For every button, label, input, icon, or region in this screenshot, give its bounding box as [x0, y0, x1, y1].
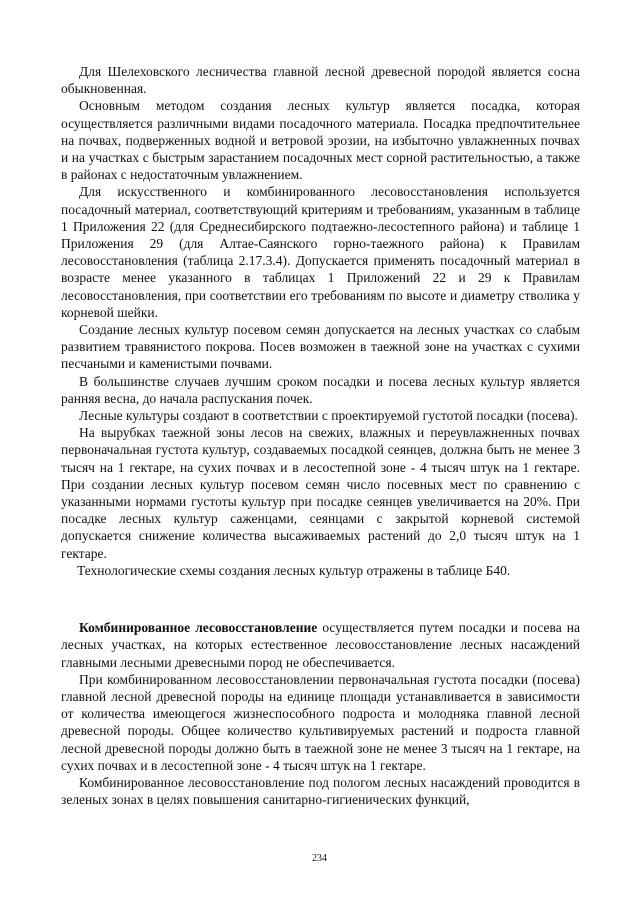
document-body [61, 63, 580, 808]
combined-term: Комбинированное лесовосстановление [79, 620, 318, 636]
paragraph-table-reference: Технологические схемы создания лесных культур отражены в таблице Б40. [77, 562, 511, 578]
paragraph-combined-definition [61, 619, 580, 671]
paragraph-density-norms: На вырубках таежной зоны лесов на свежих, влажных и переувлажненных почвах первоначальная густота культур, создаваемых посадкой сеянцев, должна быть не менее 3 тысяч на 1 гектаре, на сухих почвах и в лесостепной зоне - 4 тысяч штук на 1 гектаре. При создании лесных культур посевом семян число посевных мест по сравнению с указанными нормами густоты культур при посадке сеянцев увеличивается на 20%. При посадке лесных культур саженцами, сеянцами с закрытой корневой системой допускается снижение количества высаживаемых растений до 2,0 тысяч штук на 1 гектаре. [61, 425, 580, 561]
combined-definition-text: осуществляется путем посадки и посева на лесных участках, на которых естественное лесовосстановление лесных насаждений главными лесными древесными пород не обеспечивается. [61, 620, 580, 670]
paragraph-planting-method: Основным методом создания лесных культур является посадка, которая осуществляется различными видами посадочного материала. Посадка предпочтительнее на почвах, подверженных водной и ветровой эрозии, на избыточно увлажненных почвах и на участках с быстрым зарастанием посадочных мест сорной растительностью, а также в районах с недостаточным увлажнением. [61, 98, 580, 183]
paragraph-density: Лесные культуры создают в соответствии с проектируемой густотой посадки (посева). [79, 408, 578, 424]
paragraph-combined-canopy: Комбинированное лесовосстановление под пологом лесных насаждений проводится в зеленых зонах в целях повышения санитарно-гигиенических функций, [61, 774, 580, 808]
paragraph-seeding: Создание лесных культур посевом семян допускается на лесных участках со слабым развитием травянистого покрова. Посев возможен в таежной зоне на участках с сухими песчаными и каменистыми почвами. [61, 322, 580, 372]
paragraph-planting-material: Для искусственного и комбинированного лесовосстановления используется посадочный материал, соответствующий критериям и требованиям, указанным в таблице 1 Приложения 22 (для Среднесибирского подтаежно-лесостепного района) и таблице 1 Приложения 29 (для Алтае-Саянского горно-таежного района) к Правилам лесовосстановления (таблица 2.17.3.4). Допускается применять посадочный материал в возрасте менее указанного в таблицах 1 Приложений 22 и 29 к Правилам лесовосстановления, при соответствии его требованиям по высоте и диаметру стволика у корневой шейки. [61, 184, 580, 320]
paragraph-combined-density: При комбинированном лесовосстановлении первоначальная густота посадки (посева) главной лесной древесной породы на единице площади устанавливается в зависимости от количества имеющегося жизнеспособного подроста и молодняка главной лесной древесной породы. Общее количество культивируемых растений и подроста главной лесной древесной породы должно быть в таежной зоне не менее 3 тысяч на 1 гектаре, на сухих почвах и в лесостепной зоне - 4 тысяч штук на 1 гектаре. [61, 671, 580, 773]
paragraph-timing: В большинстве случаев лучшим сроком посадки и посева лесных культур является ранняя весна, до начала распускания почек. [61, 373, 580, 406]
page-number: 234 [312, 853, 327, 864]
paragraph-main-species: Для Шелеховского лесничества главной лесной древесной породой является сосна обыкновенная. [61, 64, 580, 97]
